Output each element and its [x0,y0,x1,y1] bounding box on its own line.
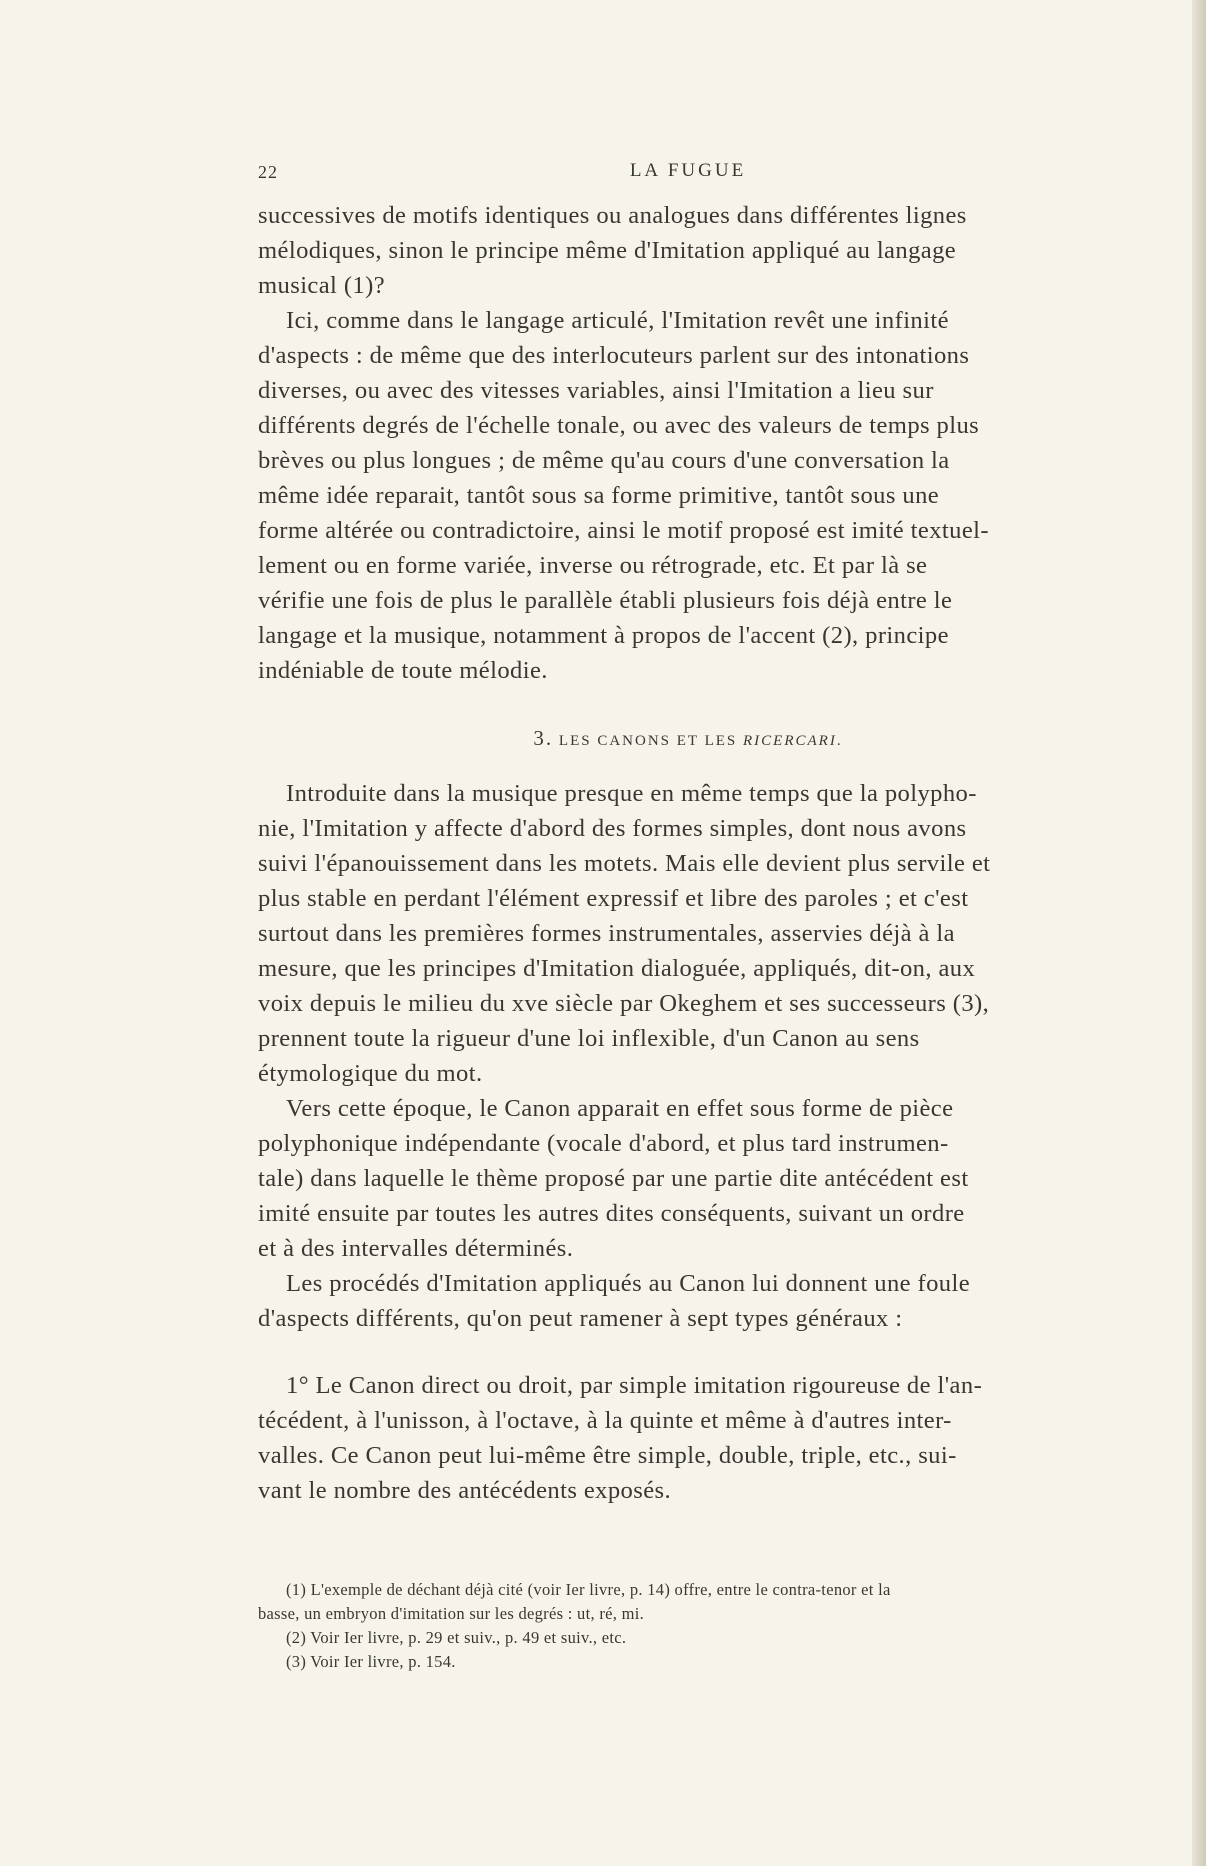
text-line: successives de motifs identiques ou analogues dans différentes lignes [258,202,967,229]
text-line: d'aspects : de même que des interlocuteurs parlent sur des intonations [258,342,970,369]
text-line: Introduite dans la musique presque en même temps que la polypho- [286,780,977,807]
section-number: 3. [533,726,554,750]
text-line: vant le nombre des antécédents exposés. [258,1477,672,1504]
text-line: mesure, que les principes d'Imitation dialoguée, appliqués, dit-on, aux [258,955,976,982]
footnote: (3) Voir Ier livre, p. 154. [286,1652,456,1671]
paragraph-block-3 [258,1368,1118,1508]
footnotes [258,1578,1118,1674]
footnote: (2) Voir Ier livre, p. 29 et suiv., p. 49 et suiv., etc. [286,1628,627,1647]
text-line: étymologique du mot. [258,1060,483,1087]
text-line: técédent, à l'unisson, à l'octave, à la quinte et même à d'autres inter- [258,1407,952,1434]
section-title-end: . [836,733,843,749]
text-line: tale) dans laquelle le thème proposé par une partie dite antécédent est [258,1165,969,1192]
footnote: (1) L'exemple de déchant déjà cité (voir Ier livre, p. 14) offre, entre le contra-tenor et la [286,1580,891,1599]
text-line: surtout dans les premières formes instrumentales, asservies déjà à la [258,920,955,947]
section-title-italic: RICERCARI [743,733,837,749]
text-line: indéniable de toute mélodie. [258,657,548,684]
text-line: langage et la musique, notamment à propos de l'accent (2), principe [258,622,949,649]
text-line: 1° Le Canon direct ou droit, par simple imitation rigoureuse de l'an- [286,1372,983,1399]
text-line: lement ou en forme variée, inverse ou rétrograde, etc. Et par là se [258,552,928,579]
text-line: forme altérée ou contradictoire, ainsi le motif proposé est imité textuel- [258,517,989,544]
text-line: Vers cette époque, le Canon apparait en effet sous forme de pièce [286,1095,954,1122]
text-line: vérifie une fois de plus le parallèle établi plusieurs fois déjà entre le [258,587,953,614]
text-line: suivi l'épanouissement dans les motets. Mais elle devient plus servile et [258,850,991,877]
page-number: 22 [258,162,278,182]
paragraph-block-2 [258,776,1118,1336]
text-line: mélodiques, sinon le principe même d'Imitation appliqué au langage [258,237,957,264]
text-line: imité ensuite par toutes les autres dites conséquents, suivant un ordre [258,1200,965,1227]
text-line: voix depuis le milieu du xve siècle par Okeghem et ses successeurs (3), [258,990,990,1017]
scan-edge [1192,0,1206,1866]
section-title: LES CANONS ET LES [558,733,743,749]
page-header [258,158,1118,188]
text-line: nie, l'Imitation y affecte d'abord des formes simples, dont nous avons [258,815,967,842]
book-page [258,0,1118,1866]
text-line: même idée reparait, tantôt sous sa forme primitive, tantôt sous une [258,482,940,509]
text-line: valles. Ce Canon peut lui-même être simple, double, triple, etc., sui- [258,1442,957,1469]
text-line: prennent toute la rigueur d'une loi inflexible, d'un Canon au sens [258,1025,920,1052]
text-line: et à des intervalles déterminés. [258,1235,574,1262]
text-line: Les procédés d'Imitation appliqués au Canon lui donnent une foule [286,1270,971,1297]
text-line: Ici, comme dans le langage articulé, l'Imitation revêt une infinité [286,307,949,334]
text-line: musical (1)? [258,272,386,299]
running-title: LA FUGUE [629,160,747,181]
text-line: polyphonique indépendante (vocale d'abord, et plus tard instrumen- [258,1130,949,1157]
text-line: plus stable en perdant l'élément expressif et libre des paroles ; et c'est [258,885,969,912]
text-line: diverses, ou avec des vitesses variables, ainsi l'Imitation a lieu sur [258,377,934,404]
text-line: différents degrés de l'échelle tonale, ou avec des valeurs de temps plus [258,412,980,439]
text-line: brèves ou plus longues ; de même qu'au cours d'une conversation la [258,447,950,474]
text-line: d'aspects différents, qu'on peut ramener à sept types généraux : [258,1305,903,1332]
footnote: basse, un embryon d'imitation sur les degrés : ut, ré, mi. [258,1604,645,1623]
paragraph-block-1 [258,198,1118,688]
section-heading [258,726,1118,751]
